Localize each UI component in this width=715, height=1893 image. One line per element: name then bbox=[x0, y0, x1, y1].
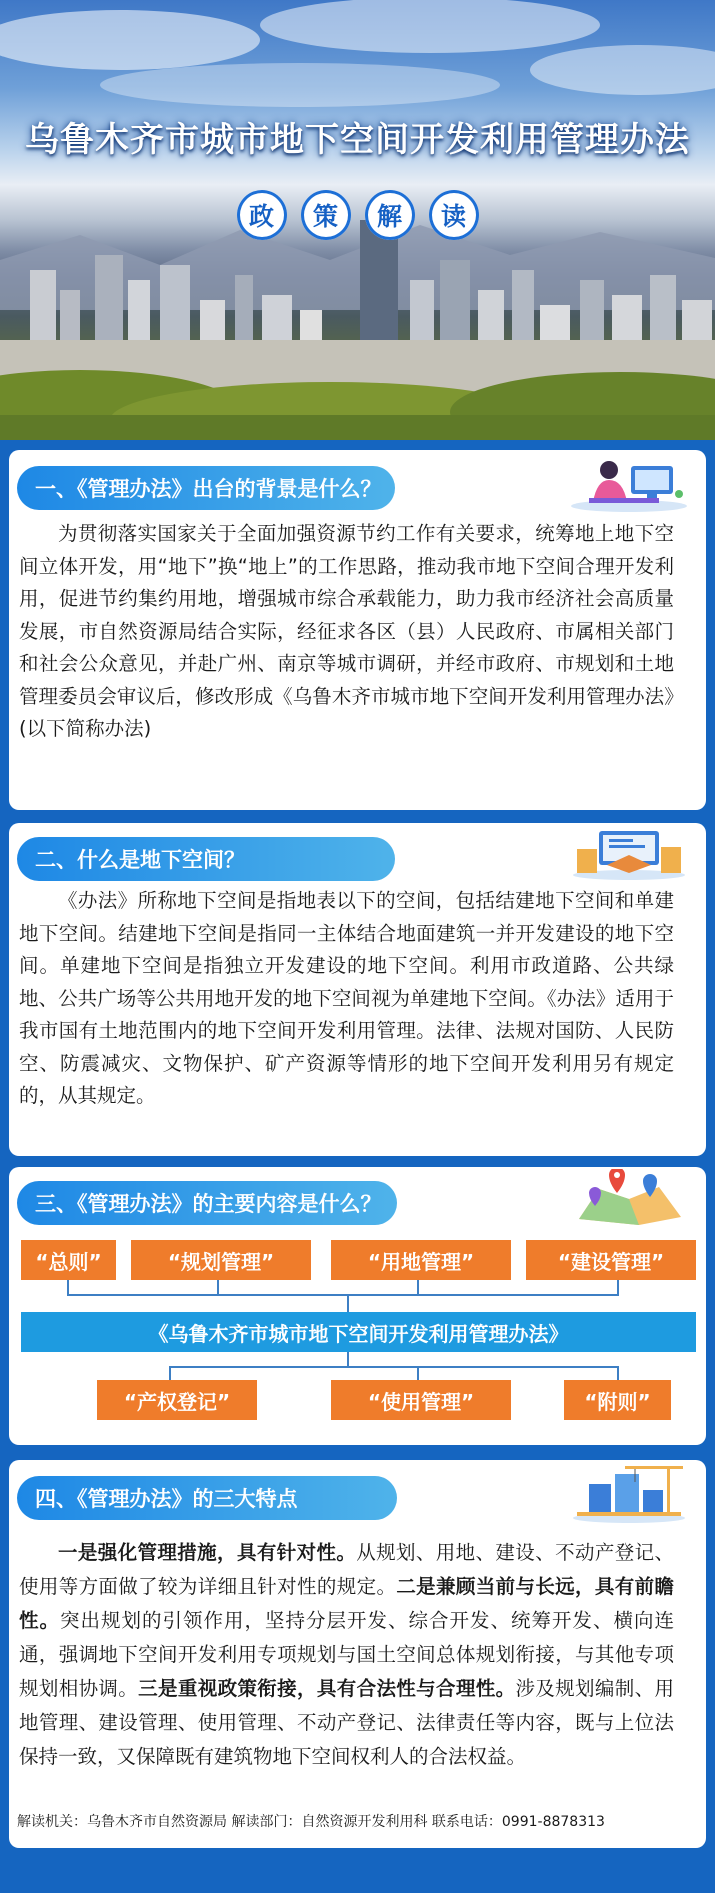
section-heading: 三、《管理办法》的主要内容是什么？ bbox=[17, 1181, 397, 1225]
city-skyline bbox=[0, 220, 715, 440]
diagram-connector bbox=[617, 1280, 619, 1296]
diagram-box-planning-management: “规划管理” bbox=[131, 1240, 311, 1280]
person-at-computer-icon bbox=[569, 454, 689, 514]
map-pins-icon bbox=[569, 1169, 689, 1229]
diagram-box-regulation-title: 《乌鲁木齐市城市地下空间开发利用管理办法》 bbox=[21, 1312, 696, 1352]
header-banner bbox=[0, 0, 715, 440]
diagram-box-property-registration: “产权登记” bbox=[97, 1380, 257, 1420]
feature-2-heading: 二是兼顾当前与长远，具有前瞻性。 bbox=[19, 1575, 674, 1632]
diagram-box-land-use-management: “用地管理” bbox=[331, 1240, 511, 1280]
section-features-card bbox=[9, 1460, 706, 1848]
diagram-connector bbox=[617, 1366, 619, 1380]
subtitle-char: 读 bbox=[429, 190, 479, 240]
subtitle-char: 政 bbox=[237, 190, 287, 240]
diagram-connector bbox=[417, 1366, 419, 1380]
diagram-box-use-management: “使用管理” bbox=[331, 1380, 511, 1420]
diagram-box-supplementary-provisions: “附则” bbox=[564, 1380, 671, 1420]
diagram-connector bbox=[347, 1294, 349, 1312]
diagram-connector bbox=[169, 1366, 171, 1380]
section-definition-card bbox=[9, 823, 706, 1156]
page-title: 乌鲁木齐市城市地下空间开发利用管理办法 bbox=[25, 120, 690, 160]
section-background-card bbox=[9, 450, 706, 810]
diagram-connector bbox=[67, 1280, 69, 1296]
section-body bbox=[19, 1536, 674, 1774]
diagram-connector bbox=[169, 1366, 619, 1368]
sky-clouds bbox=[0, 0, 715, 200]
diagram-box-general-provisions: “总则” bbox=[21, 1240, 116, 1280]
section-contents-card bbox=[9, 1167, 706, 1445]
feature-1-heading: 一是强化管理措施，具有针对性。 bbox=[58, 1541, 357, 1564]
subtitle-policy-interpretation bbox=[0, 190, 715, 240]
section-heading: 二、什么是地下空间？ bbox=[17, 837, 395, 881]
section-heading: 一、《管理办法》出台的背景是什么？ bbox=[17, 466, 395, 510]
feature-2-text: 突出规划的引领作用，坚持分层开发、综合开发、统筹开发、横向连通，强调地下空间开发利用专项规划与国土空间总体规划衔接，与其他专项规划相协调。 bbox=[19, 1609, 674, 1700]
diagram-connector bbox=[67, 1294, 617, 1296]
diagram-connector bbox=[417, 1280, 419, 1296]
feature-3-text: 涉及规划编制、用地管理、建设管理、使用管理、不动产登记、法律责任等内容，既与上位法保持一致，又保障既有建筑物地下空间权利人的合法权益。 bbox=[19, 1677, 674, 1768]
subtitle-char: 策 bbox=[301, 190, 351, 240]
section-heading: 四、《管理办法》的三大特点 bbox=[17, 1476, 397, 1520]
diagram-connector bbox=[217, 1280, 219, 1296]
handshake-documents-icon bbox=[569, 825, 689, 881]
diagram-box-construction-management: “建设管理” bbox=[526, 1240, 696, 1280]
construction-crane-icon bbox=[569, 1462, 689, 1524]
section-body: 《办法》所称地下空间是指地表以下的空间，包括结建地下空间和单建地下空间。结建地下空间是指同一主体结合地面建筑一并开发建设的地下空间。单建地下空间是指独立开发建设的地下空间。利用市政道路、公共绿地、公共广场等公共用地开发的地下空间视为单建地下空间。《办法》适用于我市国有土地范围内的地下空间开发利用管理。法律、法规对国防、人民防空、防震减灾、文物保护、矿产资源等情形的地下空间开发利用另有规定的，从其规定。 bbox=[19, 889, 674, 1107]
subtitle-char: 解 bbox=[365, 190, 415, 240]
section-body: 为贯彻落实国家关于全面加强资源节约工作有关要求，统筹地上地下空间立体开发，用“地下”换“地上”的工作思路，推动我市地下空间合理开发利用，促进节约集约用地，增强城市综合承载能力，助力我市经济社会高质量发展，市自然资源局结合实际，经征求各区（县）人民政府、市属相关部门和社会公众意见，并赴广州、南京等城市调研，并经市政府、市规划和土地管理委员会审议后，修改形成《乌鲁木齐市城市地下空间开发利用管理办法》(以下简称办法) bbox=[19, 522, 674, 740]
feature-3-heading: 三是重视政策衔接，具有合法性与合理性。 bbox=[138, 1677, 516, 1700]
footer-contact-info: 解读机关：乌鲁木齐市自然资源局 解读部门：自然资源开发利用科 联系电话：0991-8878313 bbox=[9, 1806, 706, 1836]
feature-1-text: 从规划、用地、建设、不动产登记、使用等方面做了较为详细且针对性的规定。 bbox=[19, 1541, 674, 1598]
